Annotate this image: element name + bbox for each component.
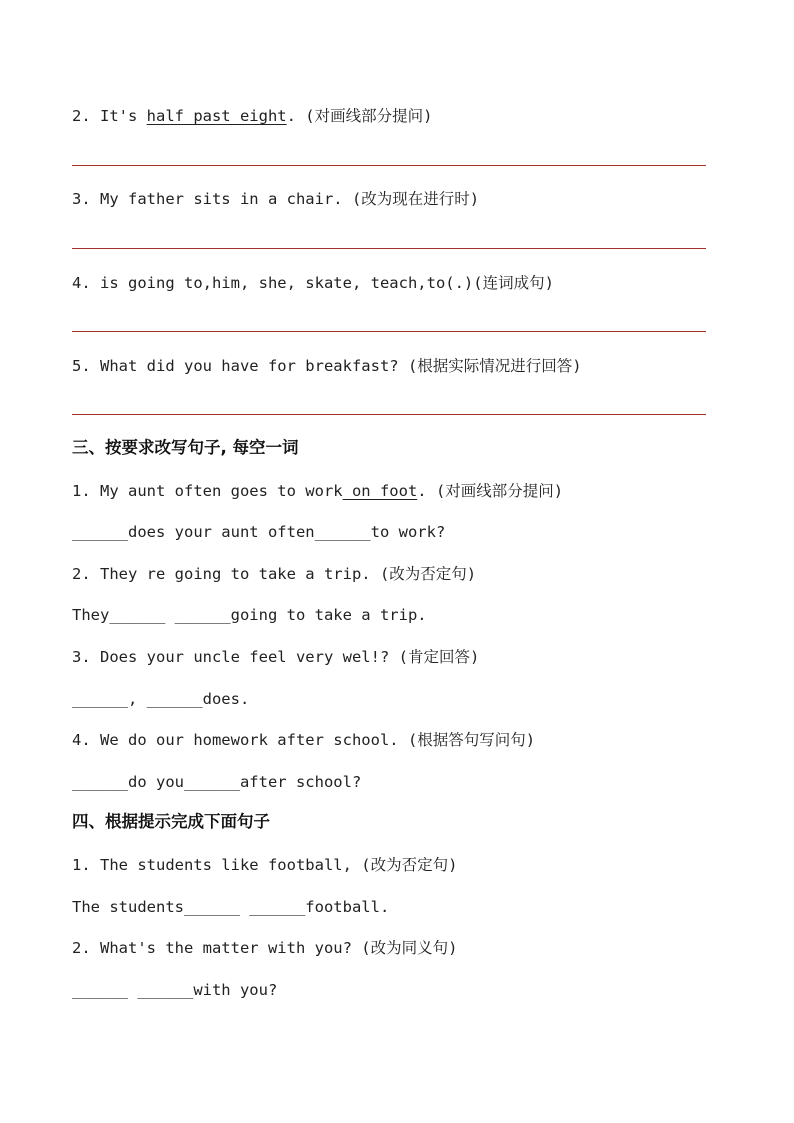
section-three-question-2: 2. They re going to take a trip. (改为否定句) <box>72 565 477 583</box>
answer-line-4 <box>72 331 706 332</box>
section-three-heading: 三、按要求改写句子, 每空一词 <box>72 438 299 457</box>
question-2 <box>72 106 432 126</box>
s3-q1-underlined-phrase: on foot <box>342 482 418 500</box>
section-three-answer-2: They______ ______going to take a trip. <box>72 606 427 624</box>
section-three-answer-1: ______does your aunt often______to work? <box>72 523 446 541</box>
answer-line-2 <box>72 165 706 166</box>
answer-line-5 <box>72 414 706 415</box>
section-four-question-1: 1. The students like football, (改为否定句) <box>72 856 458 874</box>
section-four-answer-1: The students______ ______football. <box>72 898 390 916</box>
section-three-question-4: 4. We do our homework after school. (根据答句写问句) <box>72 731 536 749</box>
question-4: 4. is going to,him, she, skate, teach,to(.)(连词成句) <box>72 274 554 292</box>
section-four-heading: 四、根据提示完成下面句子 <box>72 812 270 831</box>
section-three-answer-4: ______do you______after school? <box>72 773 362 791</box>
answer-line-3 <box>72 248 706 249</box>
question-2-underlined-phrase: half past eight <box>146 107 287 125</box>
section-three-question-1 <box>72 481 563 501</box>
s3-q1-prefix: 1. My aunt often goes to work <box>72 482 343 500</box>
section-three-question-3: 3. Does your uncle feel very wel!? (肯定回答) <box>72 648 480 666</box>
s3-q1-suffix: . (对画线部分提问) <box>417 482 564 500</box>
question-2-suffix: . (对画线部分提问) <box>286 107 433 125</box>
question-2-prefix: 2. It's <box>72 107 147 125</box>
section-three-answer-3: ______, ______does. <box>72 690 250 708</box>
section-four-question-2: 2. What's the matter with you? (改为同义句) <box>72 939 458 957</box>
section-four-answer-2: ______ ______with you? <box>72 981 278 999</box>
question-5: 5. What did you have for breakfast? (根据实际情况进行回答) <box>72 357 582 375</box>
question-3: 3. My father sits in a chair. (改为现在进行时) <box>72 190 480 208</box>
